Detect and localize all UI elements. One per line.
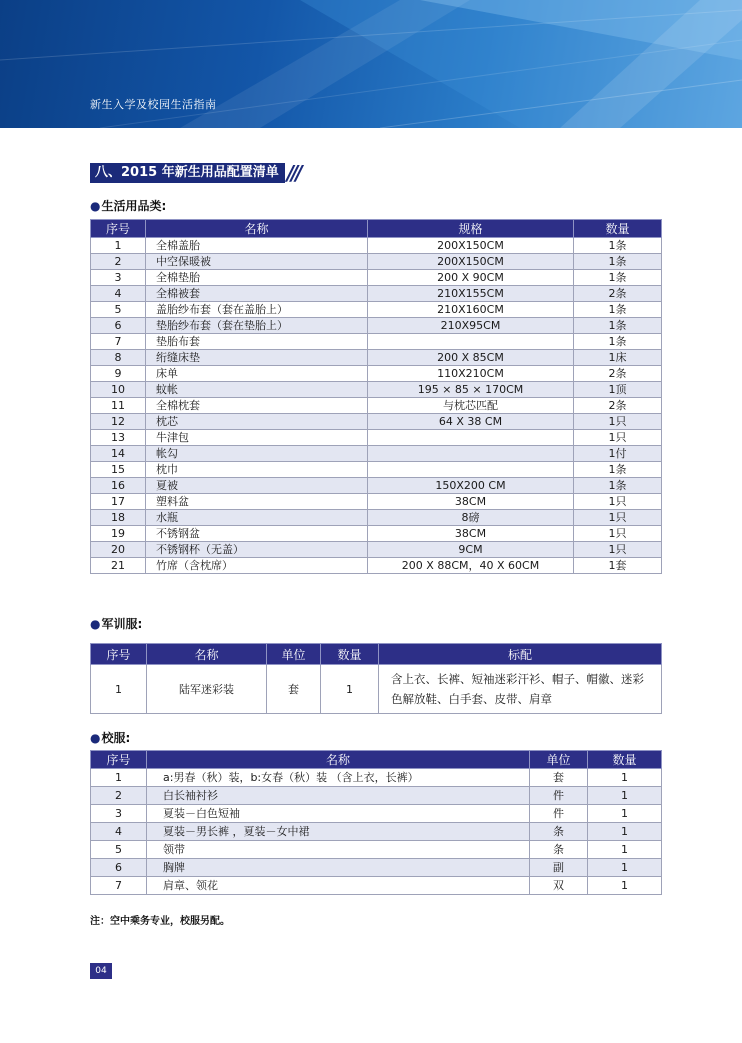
cell-index: 3 bbox=[91, 270, 146, 286]
cell-index: 12 bbox=[91, 414, 146, 430]
cell-name: 全棉垫胎 bbox=[146, 270, 368, 286]
cell-unit: 套 bbox=[267, 665, 321, 714]
uniform-table bbox=[90, 750, 662, 895]
table-row bbox=[91, 787, 662, 805]
cell-index: 6 bbox=[91, 318, 146, 334]
daily-heading: ●生活用品类: bbox=[90, 199, 167, 213]
cell-qty: 1条 bbox=[574, 318, 662, 334]
table-row bbox=[91, 254, 662, 270]
column-header: 序号 bbox=[91, 220, 146, 238]
table-row bbox=[91, 318, 662, 334]
table-row bbox=[91, 430, 662, 446]
section-title-text: 八、2015 年新生用品配置清单 bbox=[90, 163, 285, 183]
cell-name: 不锈钢杯（无盖） bbox=[146, 542, 368, 558]
cell-qty: 2条 bbox=[574, 286, 662, 302]
column-header: 名称 bbox=[147, 644, 267, 665]
cell-qty: 1套 bbox=[574, 558, 662, 574]
cell-spec: 200 X 88CM，40 X 60CM bbox=[368, 558, 574, 574]
cell-qty: 1条 bbox=[574, 334, 662, 350]
cell-index: 7 bbox=[91, 877, 147, 895]
cell-name: 夏被 bbox=[146, 478, 368, 494]
daily-goods-table bbox=[90, 219, 662, 574]
cell-name: 胸牌 bbox=[147, 859, 530, 877]
cell-spec: 210X155CM bbox=[368, 286, 574, 302]
table-header-row bbox=[91, 220, 662, 238]
cell-spec bbox=[368, 462, 574, 478]
cell-index: 17 bbox=[91, 494, 146, 510]
cell-qty: 1条 bbox=[574, 478, 662, 494]
column-header: 名称 bbox=[146, 220, 368, 238]
cell-index: 1 bbox=[91, 238, 146, 254]
cell-qty: 1只 bbox=[574, 510, 662, 526]
cell-name: 床单 bbox=[146, 366, 368, 382]
cell-index: 21 bbox=[91, 558, 146, 574]
table-row bbox=[91, 366, 662, 382]
cell-name: 枕芯 bbox=[146, 414, 368, 430]
cell-index: 10 bbox=[91, 382, 146, 398]
cell-index: 1 bbox=[91, 769, 147, 787]
table-row bbox=[91, 398, 662, 414]
military-heading: ●军训服: bbox=[90, 617, 143, 631]
cell-spec: 110X210CM bbox=[368, 366, 574, 382]
cell-qty: 1条 bbox=[574, 462, 662, 478]
cell-qty: 1条 bbox=[574, 302, 662, 318]
cell-qty: 1 bbox=[321, 665, 379, 714]
cell-unit: 双 bbox=[530, 877, 588, 895]
uniform-heading: ●校服: bbox=[90, 731, 131, 745]
bullet-icon: ● bbox=[90, 199, 101, 213]
cell-qty: 1条 bbox=[574, 238, 662, 254]
cell-qty: 1条 bbox=[574, 254, 662, 270]
cell-index: 20 bbox=[91, 542, 146, 558]
cell-name: 帐勾 bbox=[146, 446, 368, 462]
column-header: 数量 bbox=[574, 220, 662, 238]
cell-name: 垫胎布套 bbox=[146, 334, 368, 350]
cell-spec: 200X150CM bbox=[368, 238, 574, 254]
table-row bbox=[91, 494, 662, 510]
cell-unit: 条 bbox=[530, 841, 588, 859]
cell-qty: 1 bbox=[588, 805, 662, 823]
table-header-row bbox=[91, 644, 662, 665]
cell-index: 6 bbox=[91, 859, 147, 877]
table-row bbox=[91, 334, 662, 350]
table-row bbox=[91, 462, 662, 478]
column-header: 规格 bbox=[368, 220, 574, 238]
table-row bbox=[91, 877, 662, 895]
table-row bbox=[91, 665, 662, 714]
cell-unit: 条 bbox=[530, 823, 588, 841]
cell-qty: 1付 bbox=[574, 446, 662, 462]
cell-index: 2 bbox=[91, 254, 146, 270]
cell-spec: 200X150CM bbox=[368, 254, 574, 270]
cell-qty: 1 bbox=[588, 787, 662, 805]
cell-index: 16 bbox=[91, 478, 146, 494]
table-row bbox=[91, 526, 662, 542]
header-banner bbox=[0, 0, 742, 128]
cell-name: 牛津包 bbox=[146, 430, 368, 446]
cell-name: 盖胎纱布套（套在盖胎上） bbox=[146, 302, 368, 318]
cell-name: 夏装－男长裤 ，夏装－女中裙 bbox=[147, 823, 530, 841]
column-header: 单位 bbox=[530, 751, 588, 769]
cell-name: 肩章、领花 bbox=[147, 877, 530, 895]
cell-spec: 200 X 85CM bbox=[368, 350, 574, 366]
cell-index: 11 bbox=[91, 398, 146, 414]
cell-index: 13 bbox=[91, 430, 146, 446]
cell-spec: 195 × 85 × 170CM bbox=[368, 382, 574, 398]
table-row bbox=[91, 769, 662, 787]
cell-index: 19 bbox=[91, 526, 146, 542]
cell-name: a:男春（秋）装，b:女春（秋）装 （含上衣，长裤） bbox=[147, 769, 530, 787]
table-row bbox=[91, 270, 662, 286]
cell-name: 全棉盖胎 bbox=[146, 238, 368, 254]
cell-name: 竹席（含枕席） bbox=[146, 558, 368, 574]
cell-name: 领带 bbox=[147, 841, 530, 859]
page-number: 04 bbox=[90, 963, 112, 979]
cell-spec: 38CM bbox=[368, 526, 574, 542]
cell-index: 8 bbox=[91, 350, 146, 366]
cell-spec: 210X160CM bbox=[368, 302, 574, 318]
column-header: 单位 bbox=[267, 644, 321, 665]
cell-index: 1 bbox=[91, 665, 147, 714]
table-row bbox=[91, 350, 662, 366]
column-header: 数量 bbox=[321, 644, 379, 665]
cell-qty: 1条 bbox=[574, 270, 662, 286]
cell-index: 18 bbox=[91, 510, 146, 526]
cell-index: 5 bbox=[91, 302, 146, 318]
cell-index: 3 bbox=[91, 805, 147, 823]
column-header: 名称 bbox=[147, 751, 530, 769]
cell-qty: 1顶 bbox=[574, 382, 662, 398]
table-row bbox=[91, 446, 662, 462]
table-row bbox=[91, 238, 662, 254]
cell-index: 15 bbox=[91, 462, 146, 478]
cell-unit: 件 bbox=[530, 805, 588, 823]
cell-qty: 1 bbox=[588, 859, 662, 877]
cell-index: 5 bbox=[91, 841, 147, 859]
cell-spec bbox=[368, 430, 574, 446]
cell-unit: 套 bbox=[530, 769, 588, 787]
cell-qty: 1只 bbox=[574, 414, 662, 430]
cell-unit: 件 bbox=[530, 787, 588, 805]
cell-name: 塑料盆 bbox=[146, 494, 368, 510]
table-row bbox=[91, 302, 662, 318]
table-row bbox=[91, 286, 662, 302]
table-row bbox=[91, 542, 662, 558]
military-table bbox=[90, 643, 662, 714]
cell-name: 水瓶 bbox=[146, 510, 368, 526]
cell-standard: 含上衣、长裤、短袖迷彩汗衫、帽子、帽徽、迷彩色解放鞋、白手套、皮带、肩章 bbox=[379, 665, 662, 714]
cell-spec: 150X200 CM bbox=[368, 478, 574, 494]
cell-qty: 1只 bbox=[574, 430, 662, 446]
cell-qty: 1床 bbox=[574, 350, 662, 366]
cell-spec: 200 X 90CM bbox=[368, 270, 574, 286]
cell-name: 陆军迷彩装 bbox=[147, 665, 267, 714]
cell-spec bbox=[368, 334, 574, 350]
cell-name: 白长袖衬衫 bbox=[147, 787, 530, 805]
cell-qty: 1 bbox=[588, 877, 662, 895]
cell-qty: 2条 bbox=[574, 366, 662, 382]
cell-name: 绗缝床垫 bbox=[146, 350, 368, 366]
bullet-icon: ● bbox=[90, 617, 101, 631]
cell-spec: 210X95CM bbox=[368, 318, 574, 334]
cell-spec: 64 X 38 CM bbox=[368, 414, 574, 430]
table-row bbox=[91, 478, 662, 494]
cell-index: 9 bbox=[91, 366, 146, 382]
column-header: 序号 bbox=[91, 751, 147, 769]
table-header-row bbox=[91, 751, 662, 769]
table-row bbox=[91, 558, 662, 574]
cell-index: 7 bbox=[91, 334, 146, 350]
cell-qty: 1只 bbox=[574, 494, 662, 510]
section-slashes: /// bbox=[286, 161, 300, 185]
cell-qty: 1只 bbox=[574, 526, 662, 542]
bullet-icon: ● bbox=[90, 731, 101, 745]
cell-unit: 副 bbox=[530, 859, 588, 877]
cell-spec: 38CM bbox=[368, 494, 574, 510]
cell-name: 枕巾 bbox=[146, 462, 368, 478]
cell-qty: 2条 bbox=[574, 398, 662, 414]
cell-index: 4 bbox=[91, 286, 146, 302]
cell-spec: 9CM bbox=[368, 542, 574, 558]
cell-name: 夏装－白色短袖 bbox=[147, 805, 530, 823]
column-header: 标配 bbox=[379, 644, 662, 665]
cell-name: 蚊帐 bbox=[146, 382, 368, 398]
table-row bbox=[91, 805, 662, 823]
cell-qty: 1只 bbox=[574, 542, 662, 558]
document-title: 新生入学及校园生活指南 bbox=[90, 98, 217, 111]
cell-spec: 8磅 bbox=[368, 510, 574, 526]
table-row bbox=[91, 841, 662, 859]
cell-name: 垫胎纱布套（套在垫胎上） bbox=[146, 318, 368, 334]
table-row bbox=[91, 823, 662, 841]
cell-name: 全棉枕套 bbox=[146, 398, 368, 414]
table-row bbox=[91, 382, 662, 398]
table-row bbox=[91, 510, 662, 526]
cell-spec bbox=[368, 446, 574, 462]
table-row bbox=[91, 414, 662, 430]
cell-index: 4 bbox=[91, 823, 147, 841]
cell-name: 全棉被套 bbox=[146, 286, 368, 302]
column-header: 数量 bbox=[588, 751, 662, 769]
column-header: 序号 bbox=[91, 644, 147, 665]
cell-qty: 1 bbox=[588, 841, 662, 859]
cell-name: 不锈钢盆 bbox=[146, 526, 368, 542]
section-title bbox=[90, 163, 300, 183]
cell-spec: 与枕芯匹配 bbox=[368, 398, 574, 414]
cell-index: 2 bbox=[91, 787, 147, 805]
cell-qty: 1 bbox=[588, 823, 662, 841]
cell-index: 14 bbox=[91, 446, 146, 462]
footnote: 注：空中乘务专业，校服另配。 bbox=[90, 916, 230, 927]
table-row bbox=[91, 859, 662, 877]
cell-qty: 1 bbox=[588, 769, 662, 787]
cell-name: 中空保暖被 bbox=[146, 254, 368, 270]
